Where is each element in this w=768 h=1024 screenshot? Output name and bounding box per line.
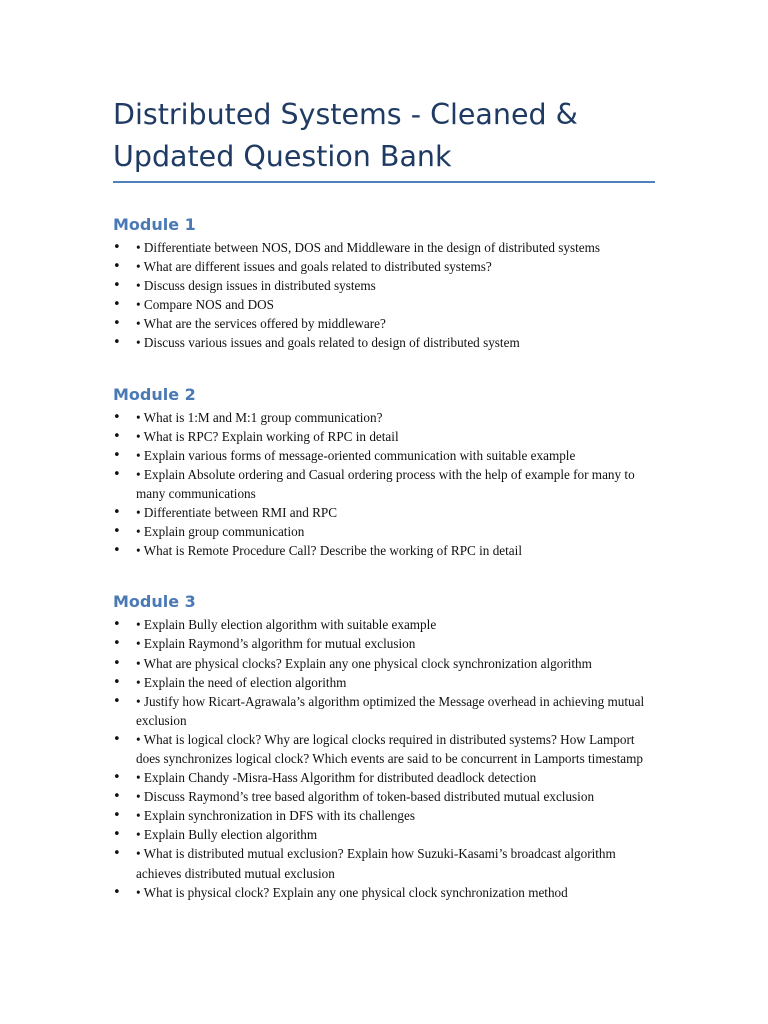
question-item bbox=[113, 806, 655, 825]
question-text: • Discuss Raymond’s tree based algorithm of token-based distributed mutual exclusion bbox=[136, 789, 595, 805]
question-text: • What is physical clock? Explain any one physical clock synchronization method bbox=[136, 884, 568, 900]
question-item bbox=[113, 427, 655, 446]
bullet-icon: • bbox=[113, 259, 121, 275]
module-1-question-list bbox=[113, 238, 655, 353]
question-text: • Explain Bully election algorithm bbox=[136, 827, 318, 843]
question-item bbox=[113, 408, 655, 427]
bullet-icon: • bbox=[113, 731, 121, 747]
question-item bbox=[113, 503, 655, 522]
question-text: • What are different issues and goals related to distributed systems? bbox=[136, 259, 492, 275]
question-item bbox=[113, 768, 655, 787]
bullet-icon: • bbox=[113, 316, 121, 332]
module-1-heading: Module 1 bbox=[113, 215, 196, 234]
question-item bbox=[113, 787, 655, 806]
bullet-icon: • bbox=[113, 827, 121, 843]
question-item bbox=[113, 883, 655, 902]
bullet-icon: • bbox=[113, 808, 121, 824]
question-item bbox=[113, 615, 655, 634]
question-text: • What is logical clock? Why are logical clocks required in distributed systems? How Lamport does synchronizes logical clock? Which events are said to be concurrent in Lamports timestamp bbox=[136, 731, 643, 766]
bullet-icon: • bbox=[113, 655, 121, 671]
question-text: • Differentiate between RMI and RPC bbox=[136, 505, 338, 521]
bullet-icon: • bbox=[113, 278, 121, 294]
question-text: • What is distributed mutual exclusion? Explain how Suzuki-Kasami’s broadcast algorithm achieves distributed mutual exclusion bbox=[136, 846, 616, 881]
bullet-icon: • bbox=[113, 524, 121, 540]
question-item bbox=[113, 238, 655, 257]
title-underline bbox=[113, 181, 655, 183]
bullet-icon: • bbox=[113, 409, 121, 425]
document-title: Distributed Systems - Cleaned & Updated Question Bank bbox=[113, 98, 578, 173]
question-item bbox=[113, 446, 655, 465]
bullet-icon: • bbox=[113, 297, 121, 313]
question-item bbox=[113, 276, 655, 295]
question-text: • Discuss design issues in distributed systems bbox=[136, 278, 376, 294]
bullet-icon: • bbox=[113, 505, 121, 521]
question-text: • Explain synchronization in DFS with its challenges bbox=[136, 808, 415, 824]
question-text: • Differentiate between NOS, DOS and Middleware in the design of distributed systems bbox=[136, 240, 601, 255]
question-text: • What is RPC? Explain working of RPC in detail bbox=[136, 428, 399, 444]
question-text: • Compare NOS and DOS bbox=[136, 297, 274, 313]
question-item bbox=[113, 522, 655, 541]
module-2-heading: Module 2 bbox=[113, 384, 196, 404]
question-item bbox=[113, 692, 655, 730]
bullet-icon: • bbox=[113, 636, 121, 652]
question-text: • Explain the need of election algorithm bbox=[136, 674, 347, 690]
bullet-icon: • bbox=[113, 674, 121, 690]
bullet-icon: • bbox=[113, 428, 121, 444]
question-text: • What is Remote Procedure Call? Describe the working of RPC in detail bbox=[136, 543, 522, 559]
question-item bbox=[113, 825, 655, 844]
module-3-section bbox=[113, 591, 655, 901]
question-item bbox=[113, 844, 655, 882]
question-text: • Justify how Ricart-Agrawala’s algorithm optimized the Message overhead in achieving mutual exclusion bbox=[136, 693, 645, 728]
bullet-icon: • bbox=[113, 693, 121, 709]
bullet-icon: • bbox=[113, 789, 121, 805]
question-text: • What are the services offered by middleware? bbox=[136, 316, 386, 332]
module-2-question-list bbox=[113, 408, 655, 561]
module-3-heading: Module 3 bbox=[113, 592, 196, 612]
question-item bbox=[113, 295, 655, 314]
bullet-icon: • bbox=[113, 466, 121, 482]
question-text: • Explain various forms of message-oriented communication with suitable example bbox=[136, 447, 576, 463]
question-item bbox=[113, 257, 655, 276]
question-item bbox=[113, 634, 655, 653]
question-item bbox=[113, 465, 655, 503]
bullet-icon: • bbox=[113, 770, 121, 786]
module-3-question-list bbox=[113, 615, 655, 901]
question-text: • Discuss various issues and goals related to design of distributed system bbox=[136, 335, 520, 351]
bullet-icon: • bbox=[113, 617, 121, 633]
question-text: • Explain Bully election algorithm with suitable example bbox=[136, 617, 437, 633]
question-item bbox=[113, 541, 655, 560]
bullet-icon: • bbox=[113, 240, 121, 255]
bullet-icon: • bbox=[113, 543, 121, 559]
question-text: • Explain group communication bbox=[136, 524, 305, 540]
bullet-icon: • bbox=[113, 846, 121, 862]
bullet-icon: • bbox=[113, 884, 121, 900]
question-text: • What is 1:M and M:1 group communication? bbox=[136, 409, 383, 425]
question-text: • Explain Absolute ordering and Casual ordering process with the help of example for many to many communications bbox=[136, 466, 635, 501]
question-item bbox=[113, 314, 655, 333]
question-item bbox=[113, 673, 655, 692]
module-2-section bbox=[113, 384, 655, 561]
module-1-section bbox=[113, 214, 655, 353]
question-item bbox=[113, 654, 655, 673]
question-item bbox=[113, 730, 655, 768]
question-text: • What are physical clocks? Explain any one physical clock synchronization algorithm bbox=[136, 655, 592, 671]
question-text: • Explain Raymond’s algorithm for mutual exclusion bbox=[136, 636, 416, 652]
question-text: • Explain Chandy -Misra-Hass Algorithm for distributed deadlock detection bbox=[136, 770, 537, 786]
bullet-icon: • bbox=[113, 447, 121, 463]
bullet-icon: • bbox=[113, 335, 121, 351]
question-item bbox=[113, 333, 655, 352]
